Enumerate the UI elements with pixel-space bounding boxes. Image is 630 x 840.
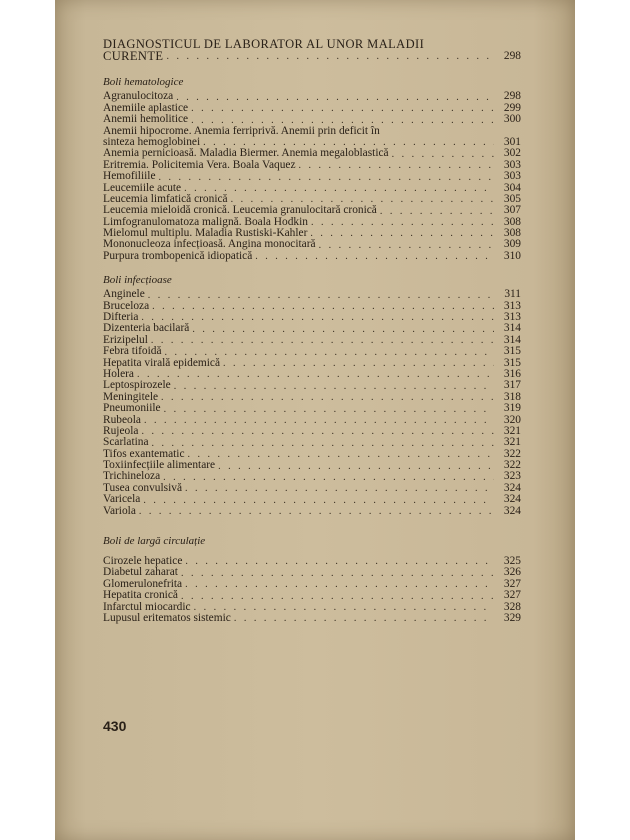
leader-dots [152, 302, 494, 312]
leader-dots [310, 229, 494, 239]
leader-dots [174, 382, 494, 392]
leader-dots [144, 416, 494, 426]
toc-entry-title: Eritremia. Policitemia Vera. Boala Vaquez [103, 158, 296, 171]
toc-entry-title: Scarlatina [103, 436, 149, 449]
leader-dots [166, 52, 494, 62]
leader-dots [159, 173, 494, 183]
toc-entry-page: 311 [504, 288, 521, 301]
toc-entry [103, 251, 521, 262]
toc-entry-page: 319 [503, 402, 521, 415]
toc-entry-page: 303 [503, 170, 521, 183]
leader-dots [181, 569, 494, 579]
toc-entry-title: Mononucleoza infecțioasă. Angina monocitară [103, 238, 316, 251]
toc-entry-title: Febra tifoidă [103, 345, 162, 358]
toc-entry-page: 327 [503, 577, 521, 590]
toc-entry [103, 205, 521, 216]
list-infectioase [103, 289, 521, 517]
leader-dots [218, 462, 494, 472]
toc-entry-page: 320 [503, 413, 521, 426]
toc-entry-title: Pneumoniile [103, 402, 161, 415]
toc-entry-title: Meningitele [103, 390, 159, 403]
toc-entry-title: Toxiinfecțiile alimentare [103, 459, 216, 472]
toc-entry-title: Diabetul zaharat [103, 566, 178, 579]
toc-entry-title: Limfogranulomatoza malignă. Boala Hodkin [103, 215, 308, 228]
leader-dots [185, 580, 494, 590]
toc-entry-page: 314 [503, 333, 521, 346]
toc-entry-page: 315 [503, 345, 521, 358]
toc-entry-title: Leucemia mieloidă cronică. Leucemia granulocitară cronică [103, 204, 377, 217]
toc-entry-title: Anemii hipocrome. Anemia ferriprivă. Anemii prin deficit în [103, 124, 380, 137]
leader-dots [299, 161, 494, 171]
toc-entry [103, 494, 521, 505]
list-circulatie [103, 556, 521, 624]
table-of-contents [103, 38, 521, 624]
book-page [55, 0, 575, 840]
leader-dots [141, 427, 494, 437]
toc-entry-title: Rubeola [103, 413, 141, 426]
toc-entry-title: Hemofiliile [103, 170, 156, 183]
leader-dots [141, 313, 494, 323]
toc-entry-page: 327 [503, 589, 521, 602]
toc-entry-page: 309 [503, 238, 521, 251]
toc-entry-title: Mielomul multiplu. Maladia Rustiski-Kahler [103, 227, 308, 240]
toc-entry-page: 303 [503, 158, 521, 171]
toc-entry-title: Holera [103, 367, 134, 380]
toc-entry-page: 308 [503, 215, 521, 228]
leader-dots [137, 370, 494, 380]
leader-dots [185, 557, 494, 567]
toc-entry [103, 483, 521, 494]
toc-entry-page: 315 [503, 356, 521, 369]
toc-entry-page: 299 [503, 101, 521, 114]
toc-entry-title: Tusea convulsivă [103, 481, 182, 494]
toc-entry-page: 300 [503, 113, 521, 126]
toc-entry-title: Varicela [103, 493, 141, 506]
leader-dots [223, 359, 494, 369]
toc-entry-title: sinteza hemoglobinei [103, 135, 201, 148]
leader-dots [151, 336, 494, 346]
toc-entry-title: Leptospirozele [103, 379, 171, 392]
toc-entry [103, 380, 521, 391]
leader-dots [161, 393, 494, 403]
toc-entry [103, 460, 521, 471]
toc-entry-page: 322 [503, 459, 521, 472]
toc-entry-page: 314 [503, 322, 521, 335]
toc-entry [103, 415, 521, 426]
leader-dots [148, 291, 494, 301]
leader-dots [188, 450, 494, 460]
toc-entry-page: 317 [503, 379, 521, 392]
left-margin [0, 0, 55, 840]
toc-entry [103, 506, 521, 517]
toc-entry-title: Glomerulonefrita [103, 577, 183, 590]
toc-entry-title: Purpura trombopenică idiopatică [103, 249, 253, 262]
toc-entry-page: 313 [503, 299, 521, 312]
leader-dots [184, 184, 494, 194]
toc-entry [103, 426, 521, 437]
toc-entry-page: 304 [503, 181, 521, 194]
leader-dots [181, 592, 494, 602]
toc-entry-page: 305 [503, 192, 521, 205]
leader-dots [164, 405, 494, 415]
toc-entry-title: Trichineloza [103, 470, 161, 483]
leader-dots [319, 241, 494, 251]
section-heading-hematologice: Boli hematologice [103, 76, 184, 89]
main-title-line1: DIAGNOSTICUL DE LABORATOR AL UNOR MALADII [103, 37, 425, 51]
toc-entry [103, 335, 521, 346]
main-title-line2: CURENTE [103, 48, 164, 63]
leader-dots [139, 507, 494, 517]
toc-entry-title: Anemia pernicioasă. Maladia Biermer. Anemia megaloblastică [103, 147, 389, 160]
toc-entry [103, 346, 521, 357]
toc-entry [103, 613, 521, 624]
toc-entry-title: Bruceloza [103, 299, 150, 312]
main-title-row [103, 48, 521, 63]
toc-entry-page: 322 [503, 447, 521, 460]
toc-entry-page: 326 [503, 566, 521, 579]
toc-entry-page: 298 [503, 90, 521, 103]
toc-entry-page: 307 [503, 204, 521, 217]
toc-entry-page: 325 [503, 555, 521, 568]
toc-entry-page: 308 [503, 227, 521, 240]
toc-entry [103, 160, 521, 171]
toc-entry-title: Agranulocitoza [103, 90, 174, 103]
toc-entry-page: 324 [503, 504, 521, 517]
toc-entry-title: Hepatita virală epidemică [103, 356, 221, 369]
toc-entry-page: 323 [503, 470, 521, 483]
toc-entry-title: Leucemiile acute [103, 181, 182, 194]
leader-dots [392, 150, 494, 160]
section-heading-circulatie: Boli de largă circulație [103, 535, 206, 548]
toc-entry-title: Cirozele hepatice [103, 555, 183, 568]
main-title-page: 298 [503, 49, 521, 62]
toc-entry [103, 323, 521, 334]
toc-entry [103, 437, 521, 448]
toc-entry-title: Dizenteria bacilară [103, 322, 190, 335]
toc-entry [103, 171, 521, 182]
toc-entry-title: Variola [103, 504, 136, 517]
toc-entry [103, 301, 521, 312]
toc-entry-title: Erizipelul [103, 333, 148, 346]
leader-dots [380, 207, 494, 217]
leader-dots [163, 473, 494, 483]
list-hematologice [103, 91, 521, 262]
toc-entry-title: Infarctul miocardic [103, 600, 191, 613]
toc-entry [103, 590, 521, 601]
toc-entry-title: Hepatita cronică [103, 589, 178, 602]
toc-entry-page: 329 [503, 612, 521, 624]
leader-dots [234, 614, 494, 624]
toc-entry-title: Tifos exantematic [103, 447, 185, 460]
toc-entry-title: Lupusul eritematos sistemic [103, 612, 231, 624]
leader-dots [185, 484, 494, 494]
leader-dots [152, 439, 494, 449]
toc-entry-page: 310 [503, 249, 521, 262]
toc-entry-page: 318 [503, 390, 521, 403]
section-heading-infectioase: Boli infecțioase [103, 274, 172, 287]
leader-dots [176, 93, 494, 103]
toc-entry [103, 403, 521, 414]
toc-entry-page: 321 [503, 436, 521, 449]
toc-entry [103, 289, 521, 300]
leader-dots [192, 325, 494, 335]
toc-entry-page: 302 [503, 147, 521, 160]
toc-entry [103, 358, 521, 369]
toc-entry-title: Leucemia limfatică cronică [103, 192, 228, 205]
toc-entry-title: Anemiile aplastice [103, 101, 189, 114]
right-margin [575, 0, 630, 840]
toc-entry-page: 316 [503, 367, 521, 380]
leader-dots [143, 496, 494, 506]
leader-dots [255, 252, 494, 262]
toc-entry-page: 313 [503, 311, 521, 324]
page-number: 430 [103, 718, 127, 734]
leader-dots [311, 218, 494, 228]
leader-dots [194, 603, 494, 613]
leader-dots [191, 104, 494, 114]
toc-entry-title: Anginele [103, 288, 145, 301]
toc-entry-title: Rujeola [103, 424, 139, 437]
toc-entry-page: 328 [503, 600, 521, 613]
toc-entry [103, 392, 521, 403]
toc-entry-title: Anemii hemolitice [103, 113, 189, 126]
toc-entry-title: Difteria [103, 311, 139, 324]
toc-entry-page: 324 [503, 493, 521, 506]
toc-entry-page: 301 [503, 135, 521, 148]
toc-entry-page: 321 [503, 424, 521, 437]
toc-entry-page: 324 [503, 481, 521, 494]
